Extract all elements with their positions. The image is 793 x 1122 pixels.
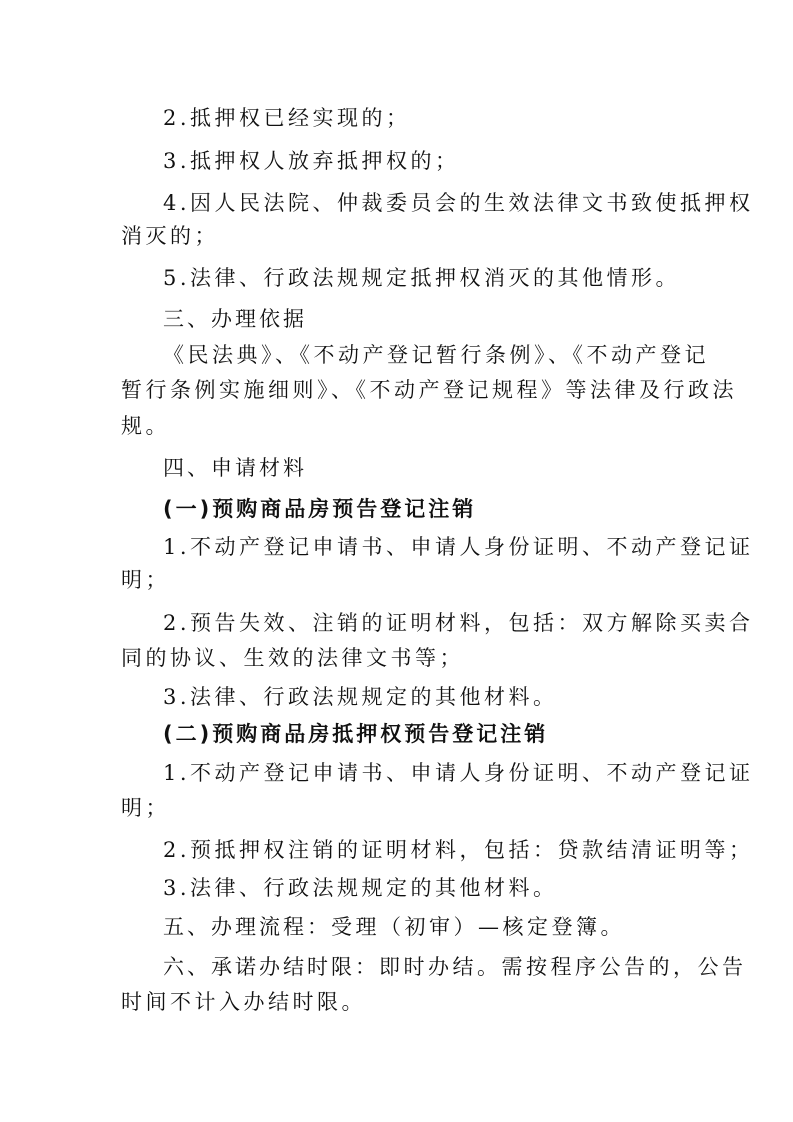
sub1-item-1: 1.不动产登记申请书、申请人身份证明、不动产登记证 (163, 535, 754, 559)
sub1-item-2: 2.预告失效、注销的证明材料，包括：双方解除买卖合 (163, 611, 754, 635)
section5-heading: 五、办理流程： (163, 915, 331, 939)
section6-line (163, 953, 747, 981)
section6-heading: 六、承诺办结时限： (163, 955, 379, 979)
sub1-item-2-cont: 同的协议、生效的法律文书等； (121, 646, 464, 670)
section6-text-line2: 时间不计入办结时限。 (121, 990, 366, 1014)
condition-item-2: 2.抵押权已经实现的； (163, 106, 411, 130)
section3-para-line3: 规。 (121, 414, 170, 438)
section5-text: 受理（初审）—核定登簿。 (331, 915, 625, 939)
condition-item-4: 4.因人民法院、仲裁委员会的生效法律文书致使抵押权 (163, 191, 754, 215)
sub2-item-2: 2.预抵押权注销的证明材料，包括：贷款结清证明等； (163, 838, 754, 862)
section6-text-line1: 即时办结。需按程序公告的，公告 (379, 955, 747, 979)
sub1-item-1-cont: 明； (121, 568, 170, 592)
section4-heading: 四、申请材料 (163, 456, 307, 480)
section4-sub1-heading: (一)预购商品房预告登记注销 (163, 497, 477, 521)
section3-heading: 三、办理依据 (163, 307, 307, 331)
sub1-item-3: 3.法律、行政法规规定的其他材料。 (163, 685, 558, 709)
section5-line (163, 913, 625, 941)
condition-item-4-cont: 消灭的； (121, 224, 219, 248)
section3-para-line2: 暂行条例实施细则》、《不动产登记规程》等法律及行政法 (121, 378, 737, 402)
sub2-item-3: 3.法律、行政法规规定的其他材料。 (163, 876, 558, 900)
condition-item-3: 3.抵押权人放弃抵押权的； (163, 149, 460, 173)
section3-para-line1: 《民法典》、《不动产登记暂行条例》、《不动产登记 (163, 343, 709, 367)
sub2-item-1: 1.不动产登记申请书、申请人身份证明、不动产登记证 (163, 761, 754, 785)
sub2-item-1-cont: 明； (121, 796, 170, 820)
section4-sub2-heading: (二)预购商品房抵押权预告登记注销 (163, 722, 549, 746)
condition-item-5: 5.法律、行政法规规定抵押权消灭的其他情形。 (163, 266, 681, 290)
